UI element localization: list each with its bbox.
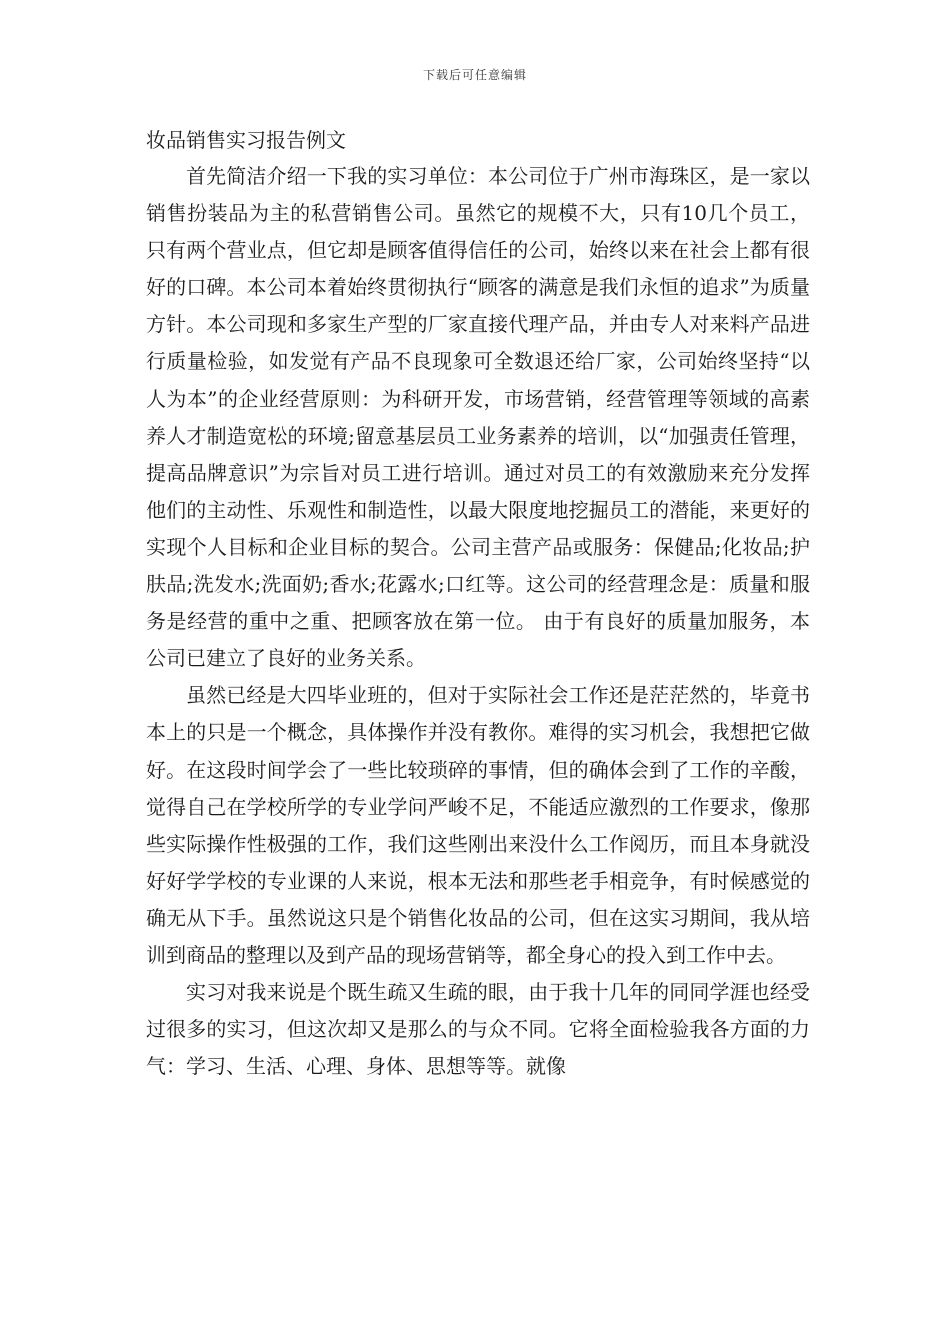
- paragraph-internship-experience: 虽然已经是大四毕业班的，但对于实际社会工作还是茫茫然的，毕竟书本上的只是一个概念，具体操作并没有教你。难得的实习机会，我想把它做好。在这段时间学会了一些比较琐碎的事情，但的确体会到了工作的辛酸，觉得自己在学校所学的专业学问严峻不足，不能适应激烈的工作要求，像那些实际操作性极强的工作，我们这些刚出来没什么工作阅历，而且本身就没好好学学校的专业课的人来说，根本无法和那些老手相竞争，有时候感觉的确无从下手。虽然说这只是个销售化妆品的公司，但在这实习期间，我从培训到商品的整理以及到产品的现场营销等，都全身心的投入到工作中去。: [146, 683, 810, 967]
- document-body: [146, 122, 810, 1085]
- paragraph-company-intro: 首先简洁介绍一下我的实习单位：本公司位于广州市海珠区，是一家以销售扮装品为主的私营销售公司。虽然它的规模不大，只有10几个员工，只有两个营业点，但它却是顾客值得信任的公司，始终以来在社会上都有很好的口碑。本公司本着始终贯彻执行“顾客的满意是我们永恒的追求”为质量方针。本公司现和多家生产型的厂家直接代理产品，并由专人对来料产品进行质量检验，如发觉有产品不良现象可全数退还给厂家，公司始终坚持“以人为本”的企业经营原则：为科研开发，市场营销，经营管理等领域的高素养人才制造宽松的环境;留意基层员工业务素养的培训，以“加强责任管理，提高品牌意识”为宗旨对员工进行培训。通过对员工的有效激励来充分发挥他们的主动性、乐观性和制造性，以最大限度地挖掘员工的潜能，来更好的实现个人目标和企业目标的契合。公司主营产品或服务：保健品;化妆品;护肤品;洗发水;洗面奶;香水;花露水;口红等。这公司的经营理念是：质量和服务是经营的重中之重、把顾客放在第一位。 由于有良好的质量加服务，本公司已建立了良好的业务关系。: [146, 164, 810, 671]
- paragraph-internship-meaning: 实习对我来说是个既生疏又生疏的眼，由于我十几年的同同学涯也经受过很多的实习，但这次却又是那么的与众不同。它将全面检验我各方面的力气：学习、生活、心理、身体、思想等等。就像: [146, 980, 810, 1079]
- document-title: 妆品销售实习报告例文: [146, 128, 346, 152]
- page-header-note: 下载后可任意编辑: [422, 68, 527, 82]
